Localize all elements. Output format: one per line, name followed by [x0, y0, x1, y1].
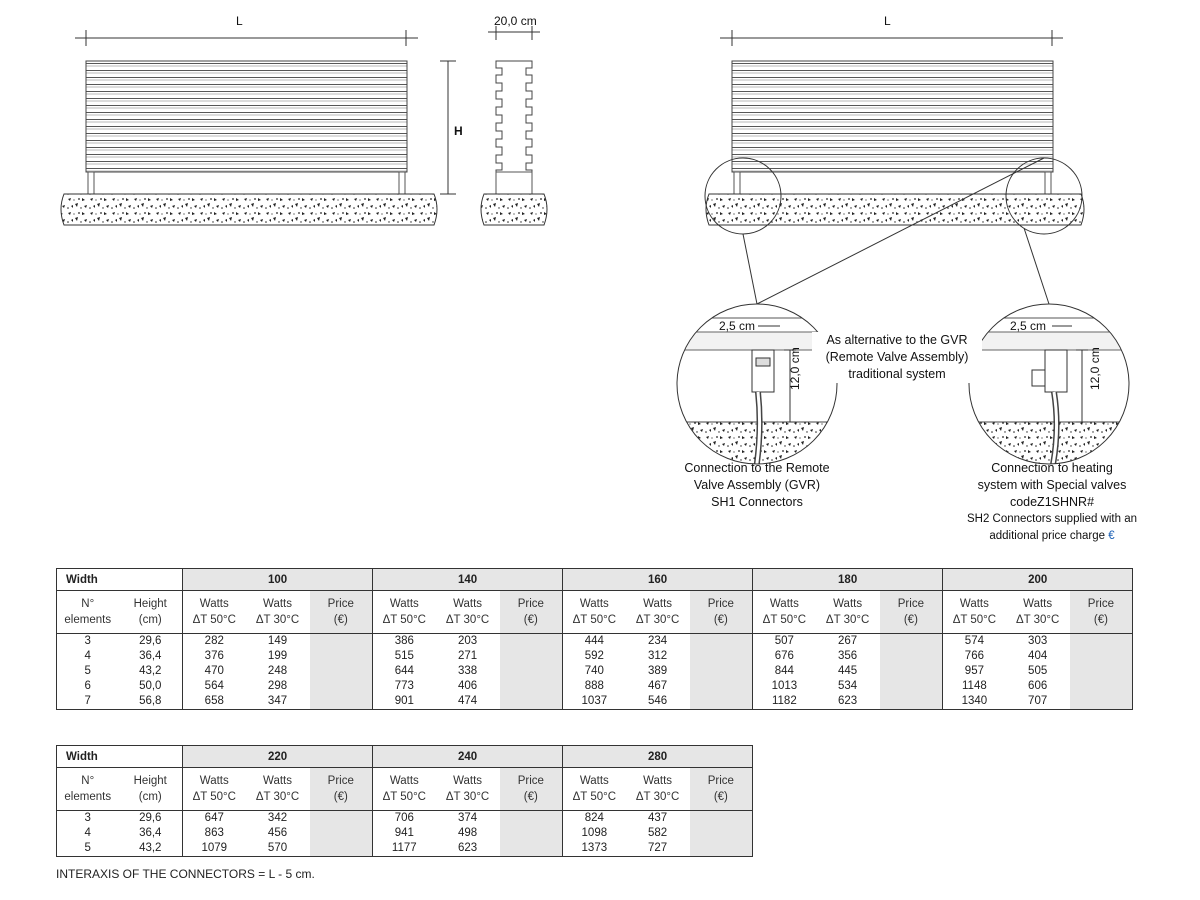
watts-30-cell: 199	[267, 650, 288, 662]
height-subheader: Height (cm)	[119, 768, 183, 811]
height-cell: 29,6	[139, 812, 162, 824]
price-cell	[500, 664, 563, 679]
watts-30-cell: 234	[647, 635, 668, 647]
price-cell	[500, 694, 563, 710]
watts-50-cell: 386	[373, 634, 436, 650]
watts-50-cell: 1340	[943, 694, 1006, 710]
watts-30-cell: 312	[647, 650, 668, 662]
height-cell: 29,6	[139, 635, 162, 647]
elements-cell: 5	[57, 664, 119, 679]
price-cell	[310, 634, 373, 650]
watts-50-cell: 888	[563, 679, 626, 694]
width-group-header: 100	[183, 569, 373, 591]
watts-50-cell: 1177	[373, 841, 436, 857]
price-cell	[310, 811, 373, 827]
watts-50-cell: 773	[373, 679, 436, 694]
watts-50-cell: 1148	[943, 679, 1006, 694]
watts-30-cell: 298	[267, 680, 288, 692]
watts50-subheader: Watts ΔT 50°C	[753, 591, 816, 634]
watts-30-cell: 534	[838, 680, 858, 692]
watts-30-cell: 498	[457, 827, 478, 839]
watts-30-cell: 404	[1028, 650, 1048, 662]
watts-50-cell: 1013	[753, 679, 816, 694]
watts-30-cell: 342	[267, 812, 288, 824]
watts-30-cell: 474	[436, 694, 500, 710]
watts50-subheader: Watts ΔT 50°C	[373, 591, 436, 634]
table-row	[57, 826, 753, 841]
height-subheader: Height (cm)	[119, 591, 183, 634]
price-cell	[310, 664, 373, 679]
table-row	[57, 649, 1133, 664]
detail-left-dim-top: 2,5 cm	[719, 319, 756, 333]
width-group-header: 220	[183, 746, 373, 768]
table-row	[57, 694, 1133, 710]
price-cell	[500, 649, 563, 664]
watts30-subheader: Watts ΔT 30°C	[436, 768, 500, 811]
watts-50-cell: 941	[373, 826, 436, 841]
side-view	[481, 26, 547, 225]
elements-subheader: N° elements	[57, 591, 119, 634]
watts-50-cell: 957	[943, 664, 1006, 679]
price-cell	[310, 841, 373, 857]
elements-cell: 4	[57, 826, 119, 841]
watts-30-cell: 149	[267, 635, 288, 647]
watts30-subheader: Watts ΔT 30°C	[626, 768, 690, 811]
watts-50-cell: 647	[183, 811, 246, 827]
price-subheader: Price (€)	[690, 768, 753, 811]
installation-view	[705, 30, 1084, 304]
watts-30-cell: 338	[457, 665, 478, 677]
watts-50-cell: 515	[373, 649, 436, 664]
watts-30-cell: 582	[647, 827, 668, 839]
price-cell	[880, 694, 943, 710]
price-subheader: Price (€)	[310, 768, 373, 811]
watts-50-cell: 1098	[563, 826, 626, 841]
watts-50-cell: 706	[373, 811, 436, 827]
watts50-subheader: Watts ΔT 50°C	[563, 768, 626, 811]
table-row	[57, 634, 1133, 650]
watts-30-cell: 303	[1028, 635, 1048, 647]
price-cell	[1070, 679, 1133, 694]
height-cell: 50,0	[139, 680, 162, 692]
watts-50-cell: 844	[753, 664, 816, 679]
price-cell	[500, 826, 563, 841]
width-group-header: 200	[943, 569, 1133, 591]
connector-interaxis-note: INTERAXIS OF THE CONNECTORS = L - 5 cm.	[56, 867, 315, 881]
elements-cell: 6	[57, 679, 119, 694]
price-cell	[690, 841, 753, 857]
watts-50-cell: 282	[183, 634, 246, 650]
price-subheader: Price (€)	[1070, 591, 1133, 634]
watts-30-cell: 203	[457, 635, 478, 647]
height-label: H	[454, 124, 463, 138]
watts-30-cell: 467	[647, 680, 668, 692]
watts-50-cell: 376	[183, 649, 246, 664]
caption-price-charge: SH2 Connectors supplied with an additional price charge €	[966, 513, 1138, 542]
table-row	[57, 841, 753, 857]
watts-30-cell: 546	[626, 694, 690, 710]
watts-30-cell: 570	[246, 841, 310, 857]
watts30-subheader: Watts ΔT 30°C	[626, 591, 690, 634]
price-cell	[310, 826, 373, 841]
elements-cell: 4	[57, 649, 119, 664]
price-cell	[500, 811, 563, 827]
caption-special-valves: Connection to heating system with Special valves codeZ1SHNR#	[977, 461, 1127, 509]
price-cell	[310, 649, 373, 664]
width-group-header: 140	[373, 569, 563, 591]
price-subheader: Price (€)	[500, 768, 563, 811]
watts-50-cell: 1182	[753, 694, 816, 710]
watts50-subheader: Watts ΔT 50°C	[563, 591, 626, 634]
right-width-label: L	[884, 14, 891, 28]
watts-50-cell: 901	[373, 694, 436, 710]
watts-50-cell: 444	[563, 634, 626, 650]
elements-subheader: N° elements	[57, 768, 119, 811]
price-subheader: Price (€)	[880, 591, 943, 634]
watts-50-cell: 676	[753, 649, 816, 664]
elements-cell: 7	[57, 694, 119, 710]
price-cell	[690, 649, 753, 664]
watts-30-cell: 374	[457, 812, 478, 824]
watts-50-cell: 824	[563, 811, 626, 827]
price-cell	[690, 694, 753, 710]
watts-30-cell: 389	[647, 665, 668, 677]
elements-cell: 3	[57, 811, 119, 827]
width-header: Width	[57, 746, 183, 768]
side-depth-label: 20,0 cm	[494, 14, 537, 28]
width-header: Width	[57, 569, 183, 591]
watts-50-cell: 658	[183, 694, 246, 710]
price-subheader: Price (€)	[500, 591, 563, 634]
watts-50-cell: 507	[753, 634, 816, 650]
spec-table-2	[56, 745, 753, 857]
watts50-subheader: Watts ΔT 50°C	[183, 768, 246, 811]
watts50-subheader: Watts ΔT 50°C	[373, 768, 436, 811]
detail-right-dim-side: 12,0 cm	[1088, 347, 1102, 390]
table-row	[57, 664, 1133, 679]
watts-50-cell: 740	[563, 664, 626, 679]
table-row	[57, 679, 1133, 694]
spec-table-1	[56, 568, 1133, 710]
elements-cell: 3	[57, 634, 119, 650]
watts-30-cell: 271	[457, 650, 478, 662]
detail-left-dim-side: 12,0 cm	[788, 347, 802, 390]
watts-30-cell: 456	[267, 827, 288, 839]
watts30-subheader: Watts ΔT 30°C	[246, 768, 310, 811]
price-cell	[310, 694, 373, 710]
watts-30-cell: 606	[1028, 680, 1048, 692]
price-cell	[1070, 664, 1133, 679]
watts-50-cell: 766	[943, 649, 1006, 664]
table-row	[57, 811, 753, 827]
watts-30-cell: 727	[626, 841, 690, 857]
watts-50-cell: 564	[183, 679, 246, 694]
price-cell	[500, 634, 563, 650]
price-subheader: Price (€)	[310, 591, 373, 634]
price-cell	[690, 679, 753, 694]
width-group-header: 280	[563, 746, 753, 768]
price-cell	[690, 811, 753, 827]
price-cell	[1070, 694, 1133, 710]
width-group-header: 180	[753, 569, 943, 591]
watts-30-cell: 406	[457, 680, 478, 692]
elements-cell: 5	[57, 841, 119, 857]
watts-50-cell: 574	[943, 634, 1006, 650]
price-cell	[690, 664, 753, 679]
watts-50-cell: 1037	[563, 694, 626, 710]
detail-right-dim-top: 2,5 cm	[1010, 319, 1047, 333]
height-cell: 36,4	[139, 650, 162, 662]
watts-30-cell: 707	[1006, 694, 1070, 710]
price-cell	[690, 826, 753, 841]
alternative-note: As alternative to the GVR (Remote Valve Assembly) traditional system	[812, 332, 982, 383]
watts-50-cell: 592	[563, 649, 626, 664]
watts30-subheader: Watts ΔT 30°C	[246, 591, 310, 634]
price-cell	[880, 634, 943, 650]
watts-50-cell: 863	[183, 826, 246, 841]
price-cell	[880, 649, 943, 664]
watts-50-cell: 644	[373, 664, 436, 679]
detail-remote-valve	[670, 304, 850, 482]
width-group-header: 240	[373, 746, 563, 768]
height-cell: 43,2	[119, 841, 183, 857]
watts-30-cell: 356	[838, 650, 858, 662]
height-cell: 56,8	[119, 694, 183, 710]
price-cell	[880, 679, 943, 694]
front-width-label: L	[236, 14, 243, 28]
price-cell	[690, 634, 753, 650]
height-cell: 36,4	[139, 827, 162, 839]
watts-30-cell: 445	[838, 665, 858, 677]
price-cell	[1070, 649, 1133, 664]
watts-50-cell: 470	[183, 664, 246, 679]
watts-50-cell: 1373	[563, 841, 626, 857]
watts30-subheader: Watts ΔT 30°C	[1006, 591, 1070, 634]
watts-30-cell: 248	[267, 665, 288, 677]
price-cell	[500, 841, 563, 857]
watts-30-cell: 623	[816, 694, 880, 710]
watts50-subheader: Watts ΔT 50°C	[183, 591, 246, 634]
watts-30-cell: 623	[436, 841, 500, 857]
price-cell	[880, 664, 943, 679]
caption-remote-valve: Connection to the Remote Valve Assembly (GVR) SH1 Connectors	[684, 461, 830, 509]
watts-30-cell: 347	[246, 694, 310, 710]
watts30-subheader: Watts ΔT 30°C	[816, 591, 880, 634]
price-cell	[1070, 634, 1133, 650]
watts50-subheader: Watts ΔT 50°C	[943, 591, 1006, 634]
height-cell: 43,2	[139, 665, 162, 677]
watts30-subheader: Watts ΔT 30°C	[436, 591, 500, 634]
width-group-header: 160	[563, 569, 753, 591]
price-cell	[500, 679, 563, 694]
price-cell	[310, 679, 373, 694]
watts-50-cell: 1079	[183, 841, 246, 857]
watts-30-cell: 505	[1028, 665, 1048, 677]
detail-special-valves	[962, 304, 1142, 482]
euro-symbol: €	[1108, 530, 1115, 542]
front-view	[61, 30, 456, 225]
watts-30-cell: 267	[838, 635, 858, 647]
price-subheader: Price (€)	[690, 591, 753, 634]
watts-30-cell: 437	[647, 812, 668, 824]
